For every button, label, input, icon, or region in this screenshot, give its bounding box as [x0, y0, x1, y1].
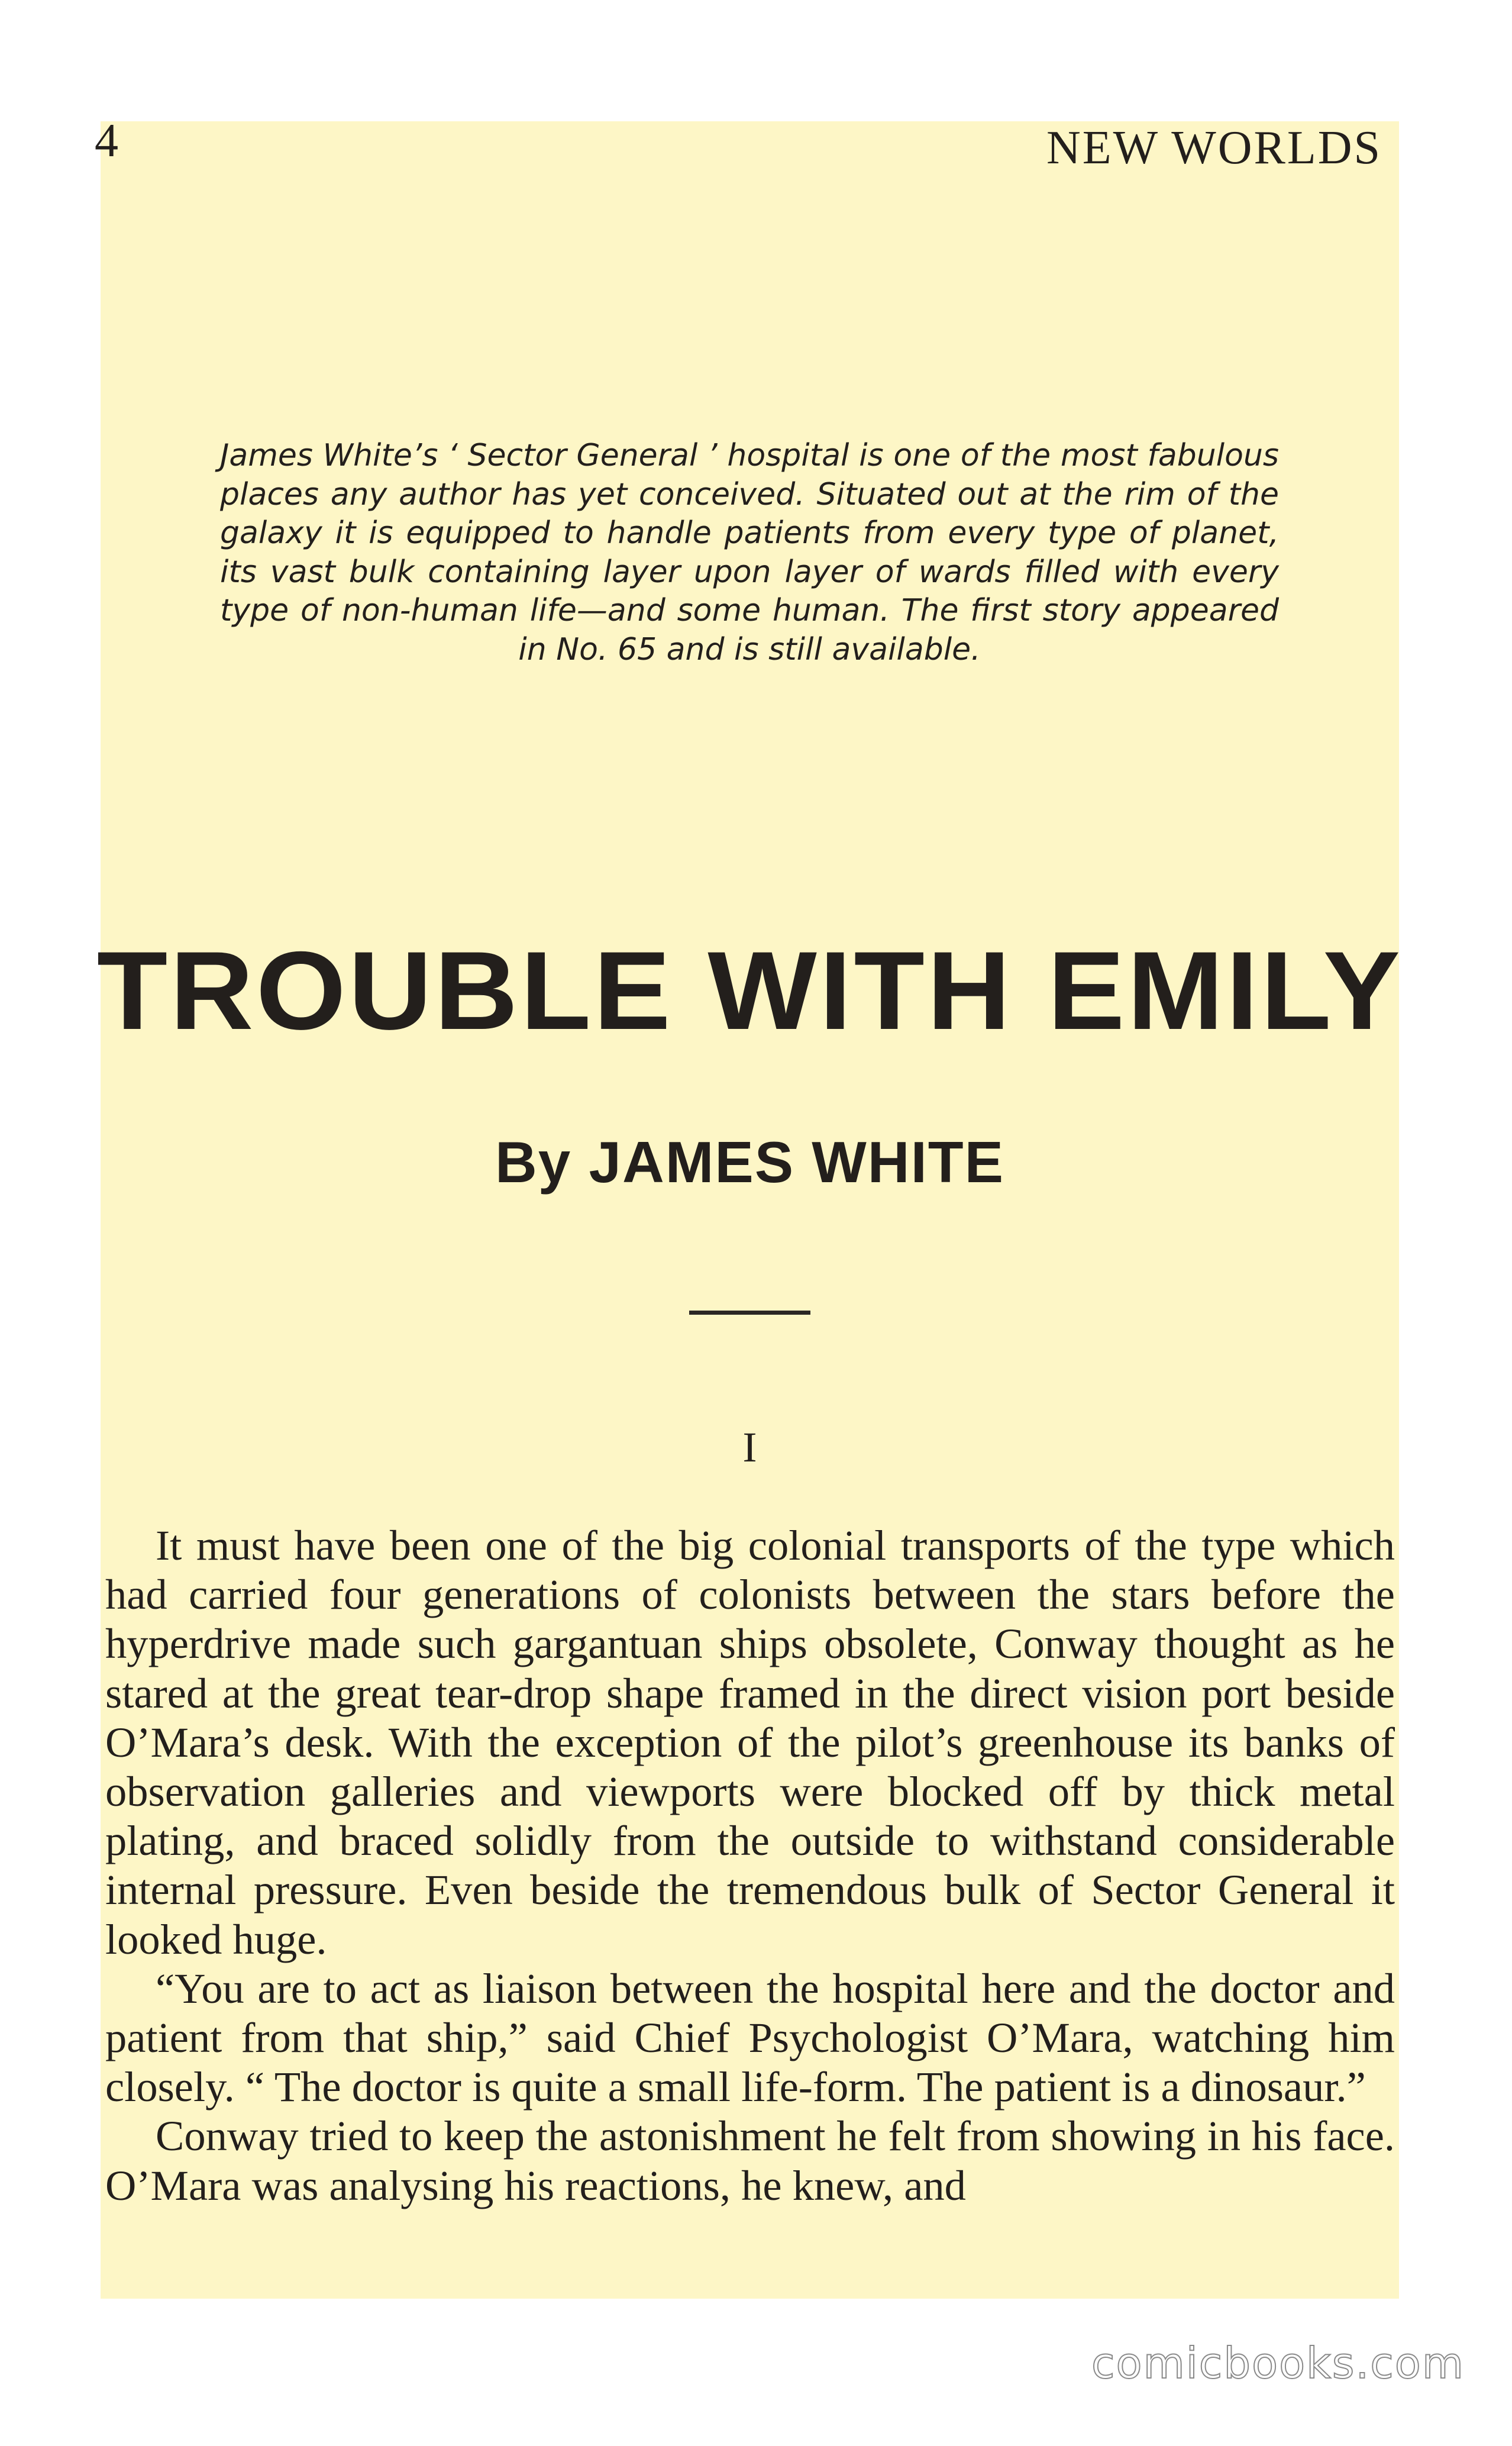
chapter-number: I: [742, 1424, 757, 1471]
body-paragraph: Conway tried to keep the astonishment he felt from showing in his face. O’Mara was analysing his reactions, he knew, and: [105, 2112, 1395, 2209]
story-body: [105, 1521, 1395, 2210]
source-watermark: comicbooks.com: [1091, 2338, 1465, 2388]
story-title: TROUBLE WITH EMILY: [96, 928, 1403, 1053]
running-title: NEW WORLDS: [1046, 122, 1382, 174]
body-paragraph: It must have been one of the big colonial transports of the type which had carried four generations of colonists between the stars before the hyperdrive made such gargantuan ships obsolete, Conway thought as he stared at the great tear-drop shape framed in the direct vision port beside O’Mara’s desk. With the exception of the pilot’s greenhouse its banks of observation galleries and viewports were blocked off by thick metal plating, and braced solidly from the outside to withstand considerable internal pressure. Even beside the tremendous bulk of Sector General it looked huge.: [105, 1521, 1395, 1963]
story-byline: By JAMES WHITE: [495, 1130, 1005, 1195]
page-number: 4: [95, 115, 118, 167]
story-introduction: James White’s ‘ Sector General ’ hospital is one of the most fabulous places any author has yet conceived. Situated out at the rim of the galaxy it is equipped to handle patients from every type of planet, its vast bulk containing layer upon layer of wards filled with every type of non-human life—and some human. The first story appeared in No. 65 and is still available.: [220, 438, 1279, 667]
body-paragraph: “You are to act as liaison between the hospital here and the doctor and patient from that ship,” said Chief Psychologist O’Mara, watching him closely. “ The doctor is quite a small life-form. The patient is a dinosaur.”: [105, 1964, 1395, 2111]
section-divider: [689, 1311, 810, 1315]
